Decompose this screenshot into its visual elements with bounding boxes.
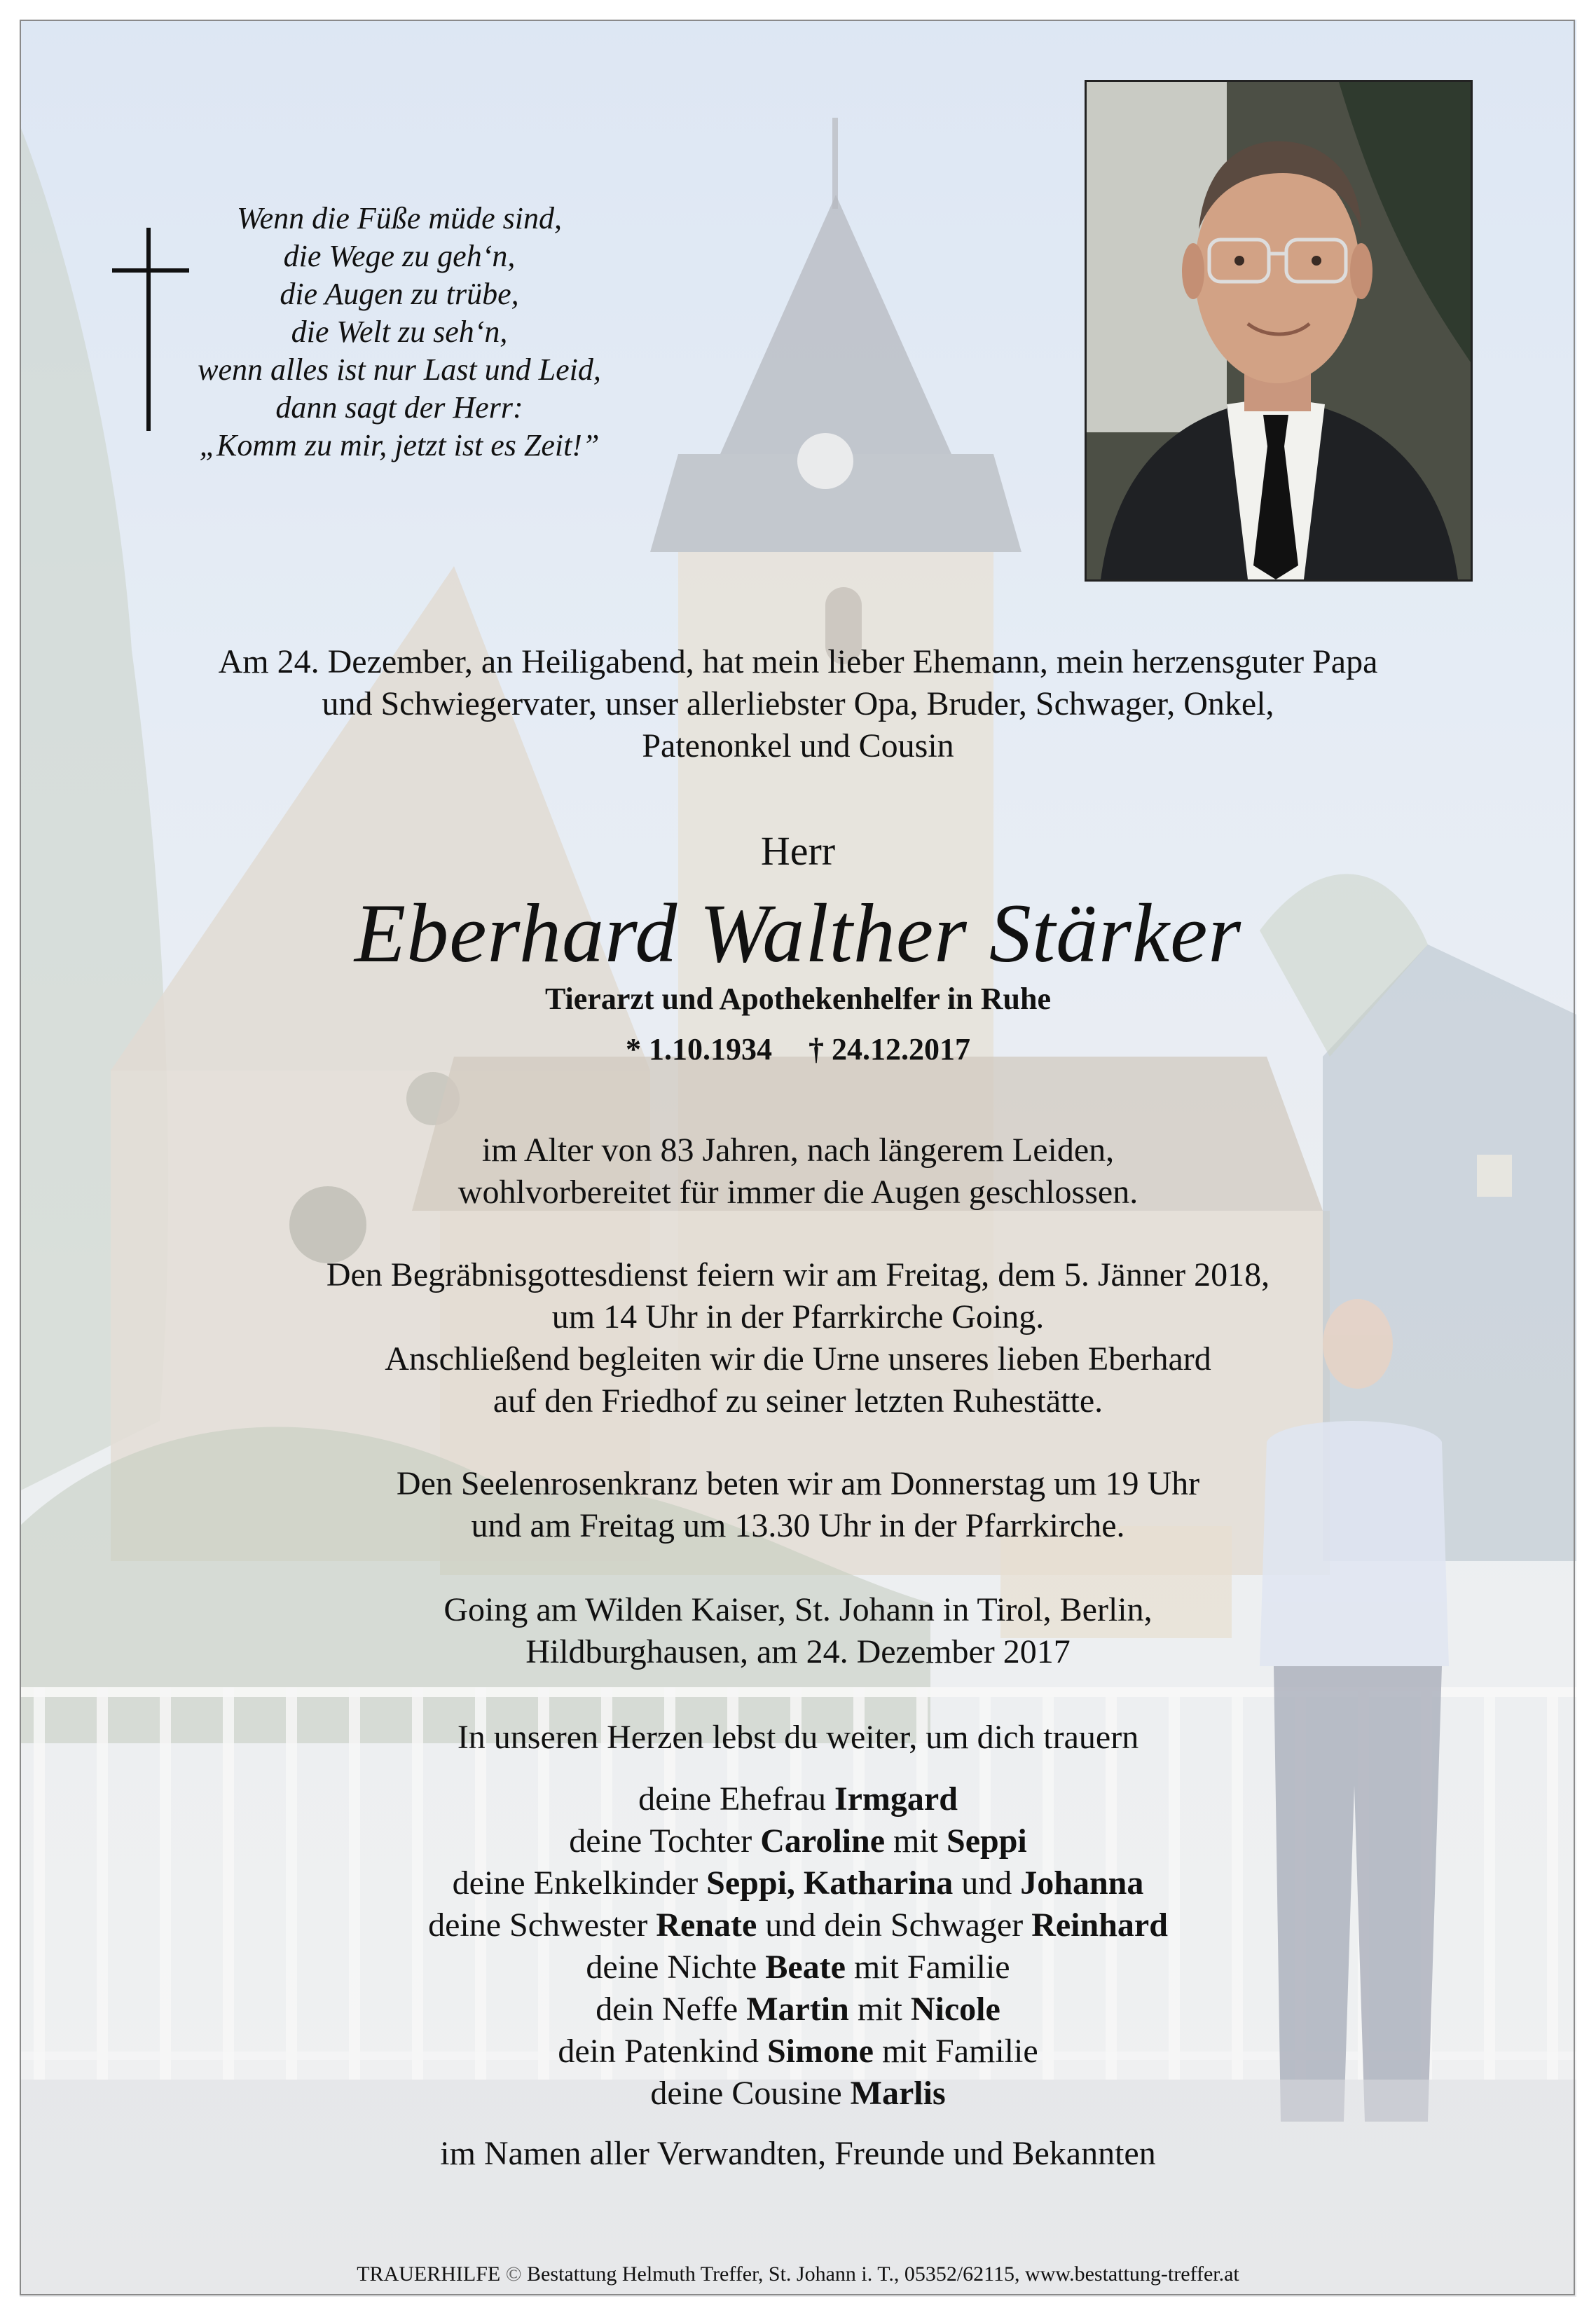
age-line: im Alter von 83 Jahren, nach längerem Leiden, bbox=[481, 1132, 1115, 1169]
poem-line: wenn alles ist nur Last und Leid, bbox=[198, 352, 601, 387]
mourners-list bbox=[0, 1778, 1596, 2115]
mourner-line: deine Nichte Beate mit Familie bbox=[586, 1949, 1010, 1986]
death-date: † 24.12.2017 bbox=[809, 1032, 970, 1066]
poem bbox=[175, 200, 624, 465]
funeral-line: auf den Friedhof zu seiner letzten Ruhestätte. bbox=[493, 1382, 1103, 1420]
footer-separator: © bbox=[505, 2262, 522, 2286]
mourner-line: deine Schwester Renate und dein Schwager Reinhard bbox=[428, 1907, 1168, 1944]
mourner-line: deine Enkelkinder Seppi, Katharina und Johanna bbox=[452, 1864, 1144, 1902]
poem-line: Wenn die Füße müde sind, bbox=[237, 201, 562, 235]
rosary-line: Den Seelenrosenkranz beten wir am Donnerstag um 19 Uhr bbox=[396, 1465, 1200, 1502]
mourning-intro: In unseren Herzen lebst du weiter, um dich trauern bbox=[457, 1719, 1139, 1756]
intro-line: und Schwiegervater, unser allerliebster Opa, Bruder, Schwager, Onkel, bbox=[322, 685, 1274, 722]
age-text bbox=[0, 1129, 1596, 1214]
funeral-line: Den Begräbnisgottesdienst feiern wir am Freitag, dem 5. Jänner 2018, bbox=[326, 1256, 1270, 1293]
place-line: Hildburghausen, am 24. Dezember 2017 bbox=[525, 1633, 1071, 1670]
place-date bbox=[0, 1589, 1596, 1673]
deceased-name: Eberhard Walther Stärker bbox=[354, 886, 1242, 980]
poem-line: die Augen zu trübe, bbox=[280, 277, 519, 311]
poem-line: die Wege zu geh‘n, bbox=[283, 239, 516, 273]
footer-brand: TRAUERHILFE bbox=[357, 2262, 501, 2286]
poem-line: die Welt zu seh‘n, bbox=[291, 315, 508, 349]
poem-line: dann sagt der Herr: bbox=[275, 390, 523, 425]
funeral-line: Anschließend begleiten wir die Urne unseres lieben Eberhard bbox=[385, 1340, 1211, 1378]
mourner-line: deine Tochter Caroline mit Seppi bbox=[569, 1822, 1027, 1860]
place-line: Going am Wilden Kaiser, St. Johann in Tirol, Berlin, bbox=[443, 1591, 1153, 1628]
age-line: wohlvorbereitet für immer die Augen geschlossen. bbox=[458, 1174, 1138, 1211]
footer bbox=[0, 2260, 1596, 2288]
rosary-line: und am Freitag um 13.30 Uhr in der Pfarrkirche. bbox=[471, 1507, 1125, 1544]
rosary-text bbox=[0, 1463, 1596, 1547]
birth-date: * 1.10.1934 bbox=[626, 1032, 772, 1066]
closing-line: im Namen aller Verwandten, Freunde und Bekannten bbox=[440, 2135, 1156, 2172]
mourner-line: dein Patenkind Simone mit Familie bbox=[558, 2033, 1038, 2070]
footer-details: Bestattung Helmuth Treffer, St. Johann i. T., 05352/62115, www.bestattung-treffer.at bbox=[527, 2262, 1239, 2286]
poem-line: „Komm zu mir, jetzt ist es Zeit!” bbox=[199, 428, 600, 462]
funeral-text bbox=[0, 1254, 1596, 1422]
intro-line: Patenonkel und Cousin bbox=[642, 727, 954, 764]
portrait-photo bbox=[1085, 80, 1473, 582]
portrait-illustration bbox=[1087, 82, 1471, 579]
mourner-line: dein Neffe Martin mit Nicole bbox=[596, 1991, 1000, 2028]
mourner-line: deine Cousine Marlis bbox=[650, 2075, 946, 2112]
intro-line: Am 24. Dezember, an Heiligabend, hat mein lieber Ehemann, mein herzensguter Papa bbox=[218, 643, 1378, 680]
profession: Tierarzt und Apothekenhelfer in Ruhe bbox=[545, 982, 1051, 1016]
mourner-line: deine Ehefrau Irmgard bbox=[638, 1780, 958, 1818]
life-dates bbox=[0, 1030, 1596, 1069]
funeral-line: um 14 Uhr in der Pfarrkirche Going. bbox=[551, 1298, 1045, 1335]
intro-text bbox=[0, 641, 1596, 767]
salutation: Herr bbox=[760, 828, 836, 874]
